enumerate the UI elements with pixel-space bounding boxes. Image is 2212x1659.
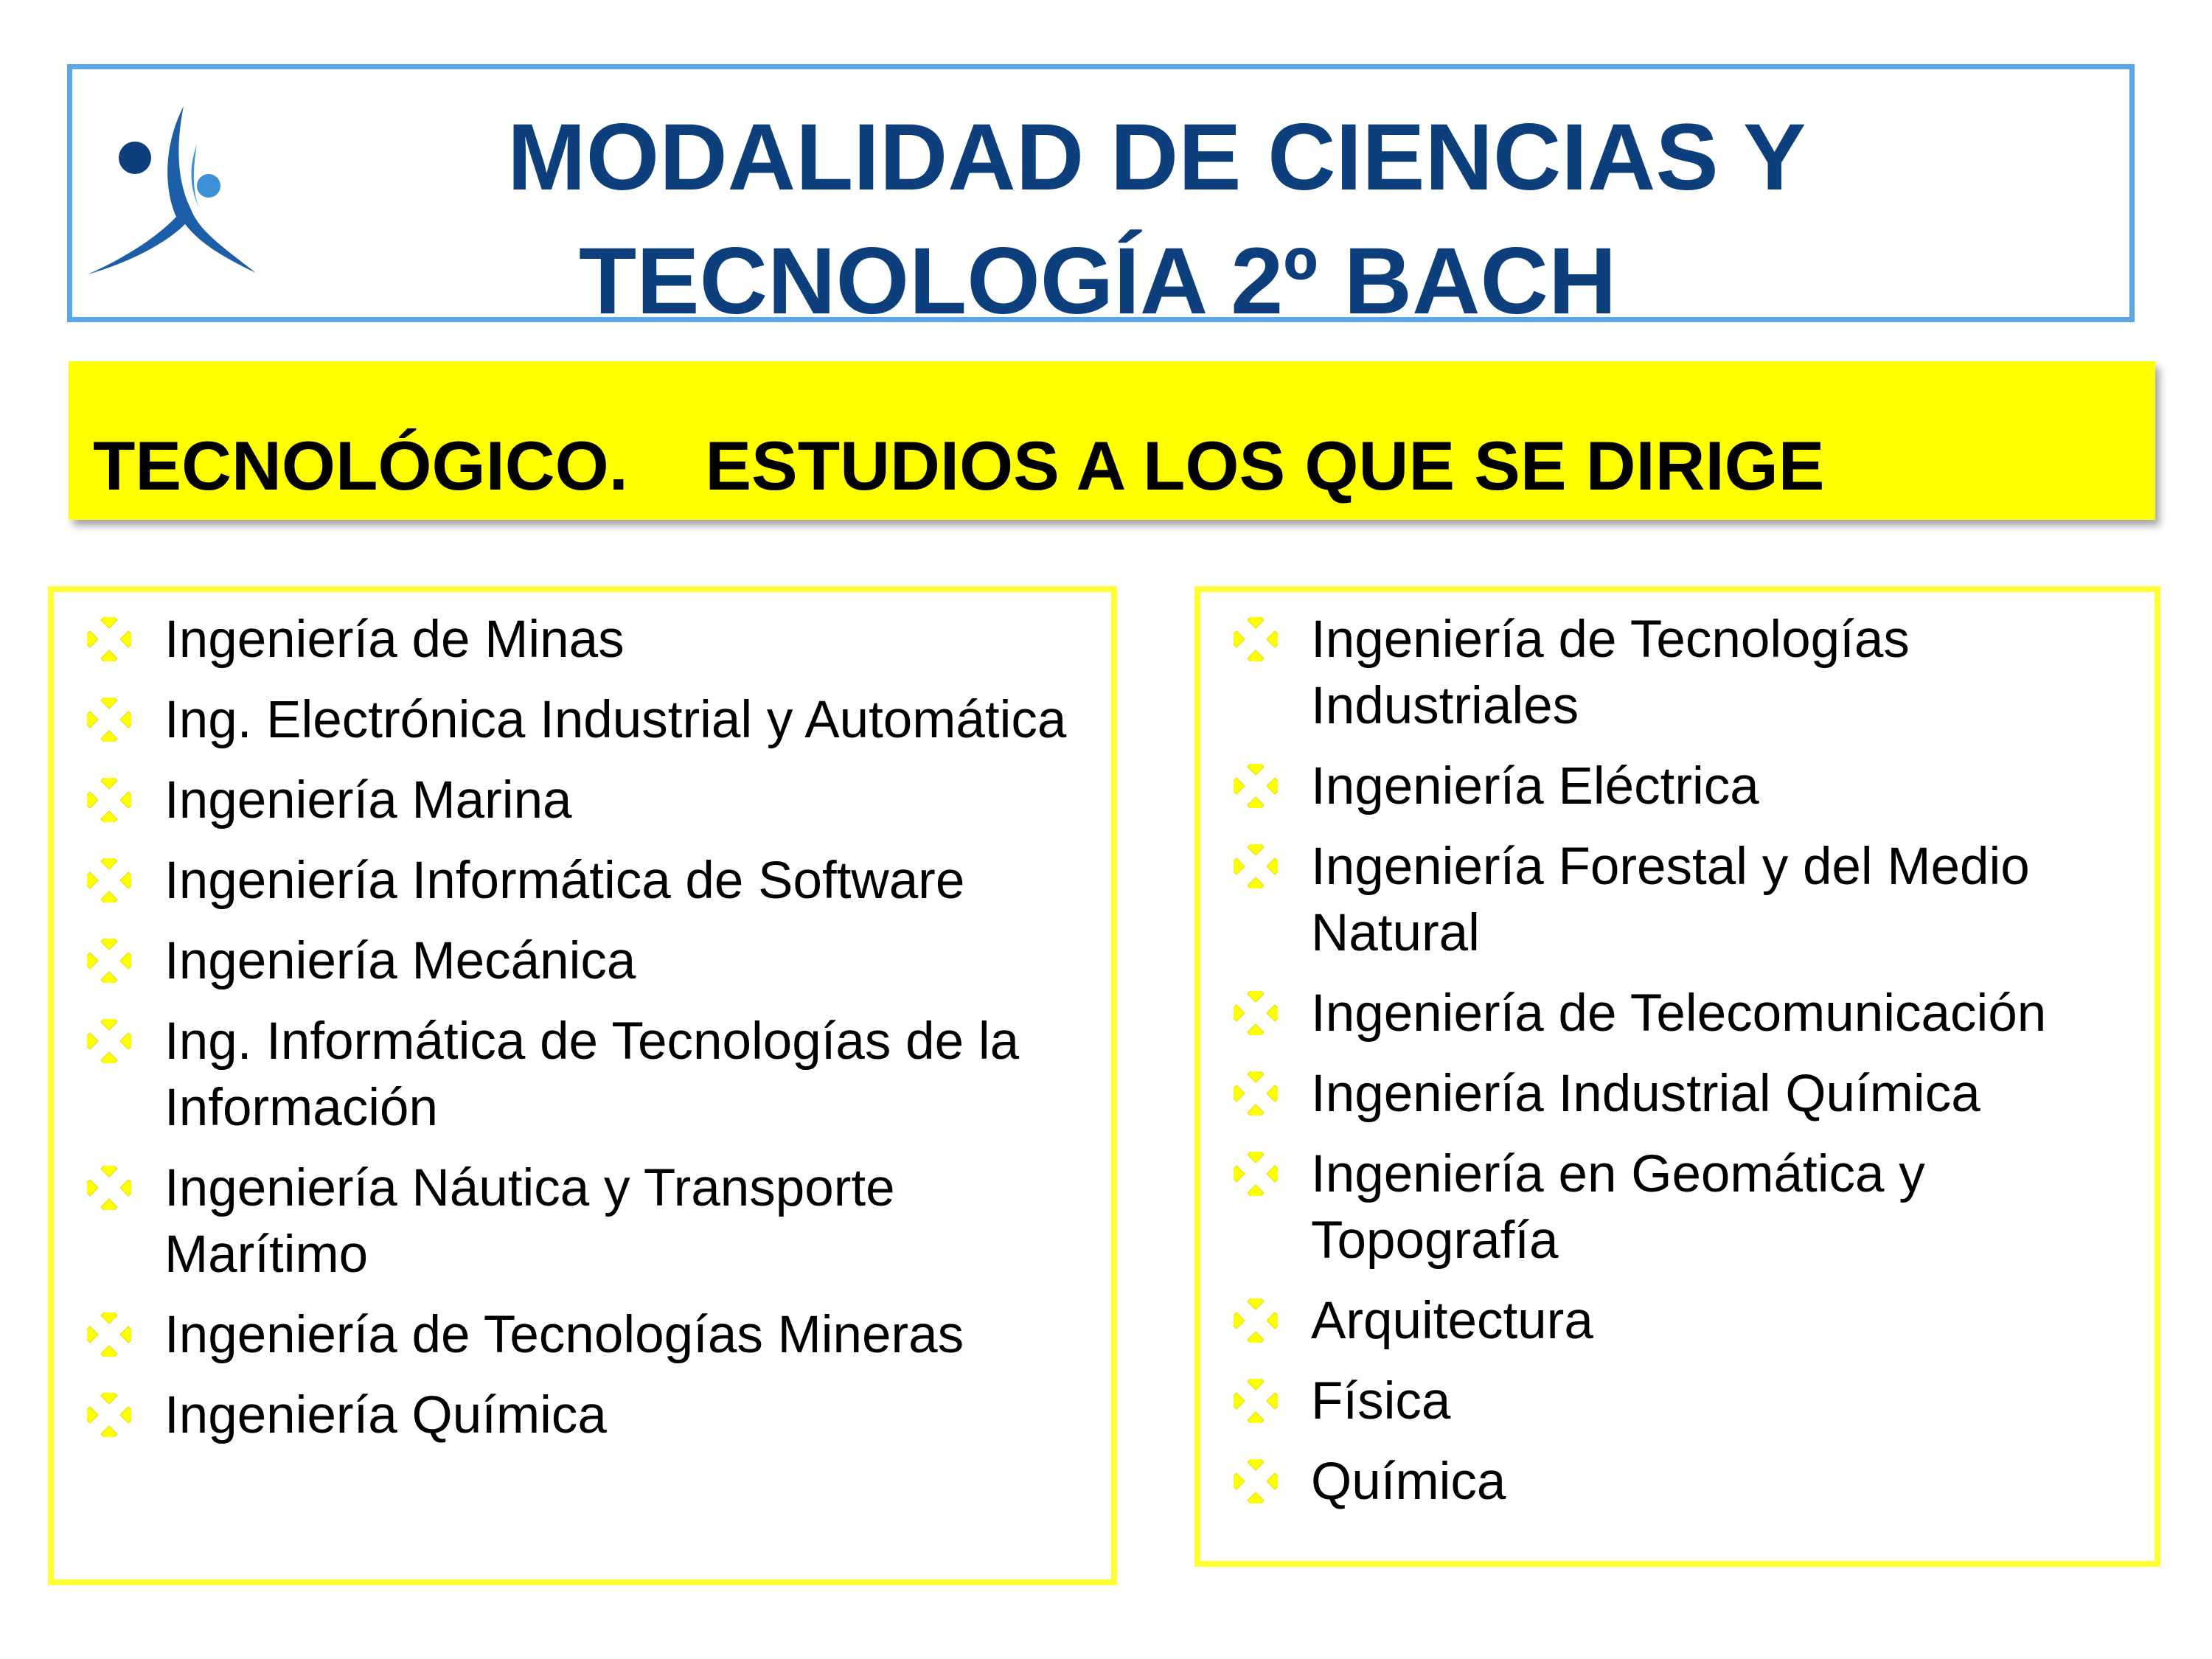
list-item-label: Ingeniería Mecánica: [164, 932, 636, 990]
list-item-label: Ingeniería Química: [164, 1386, 607, 1444]
list-item: [1234, 834, 2155, 967]
list-item: [87, 848, 1112, 914]
list-item: [87, 687, 1112, 754]
studies-list: [87, 607, 1112, 1463]
studies-list-left: [48, 586, 1117, 1585]
list-item-label: Ingeniería Industrial Química: [1311, 1065, 1980, 1123]
list-item: [1234, 607, 2155, 740]
list-item: [87, 1302, 1112, 1368]
studies-list: [1234, 607, 2155, 1529]
list-item: [87, 1382, 1112, 1449]
diamond-bullet-icon: [1234, 1459, 1278, 1503]
list-item: [87, 1009, 1112, 1141]
figure-logo-icon: [82, 99, 259, 283]
diamond-bullet-icon: [1234, 991, 1278, 1035]
list-item-label: Ing. Electrónica Industrial y Automática: [164, 691, 1067, 749]
diamond-bullet-icon: [87, 778, 131, 822]
diamond-bullet-icon: [87, 698, 131, 742]
diamond-bullet-icon: [87, 1166, 131, 1210]
list-item-label: Ingeniería Náutica y Transporte Marítimo: [164, 1159, 895, 1284]
list-item: [1234, 1288, 2155, 1354]
diamond-bullet-icon: [87, 1019, 131, 1063]
list-item-label: Ingeniería de Tecnologías Mineras: [164, 1306, 964, 1364]
diamond-bullet-icon: [1234, 617, 1278, 661]
diamond-bullet-icon: [1234, 1298, 1278, 1343]
list-item-label: Ingeniería Forestal y del Medio Natural: [1311, 838, 2030, 962]
list-item: [1234, 981, 2155, 1047]
list-item-label: Ingeniería Marina: [164, 771, 572, 830]
list-item: [87, 768, 1112, 834]
list-item: [1234, 1449, 2155, 1515]
list-item: [87, 607, 1112, 673]
page-title-line-2: TECNOLOGÍA 2º BACH: [579, 229, 1617, 334]
list-item-label: Ingeniería en Geomática y Topografía: [1311, 1145, 1925, 1270]
diamond-bullet-icon: [87, 617, 131, 661]
list-item: [1234, 1141, 2155, 1274]
diamond-bullet-icon: [87, 1312, 131, 1357]
list-item-label: Ingeniería de Minas: [164, 611, 625, 669]
list-item-label: Ing. Informática de Tecnologías de la Información: [164, 1012, 1020, 1137]
studies-list-right: [1194, 586, 2160, 1567]
list-item: [87, 928, 1112, 995]
diamond-bullet-icon: [87, 1393, 131, 1437]
list-item: [1234, 1061, 2155, 1127]
list-item-label: Ingeniería de Telecomunicación: [1311, 984, 2047, 1043]
diamond-bullet-icon: [87, 858, 131, 902]
list-item-label: Ingeniería Eléctrica: [1311, 757, 1759, 815]
list-item: [87, 1155, 1112, 1288]
diamond-bullet-icon: [1234, 1152, 1278, 1196]
list-item-label: Química: [1311, 1453, 1506, 1511]
list-item-label: Ingeniería de Tecnologías Industriales: [1311, 611, 1910, 735]
diamond-bullet-icon: [1234, 844, 1278, 888]
list-item: [1234, 754, 2155, 820]
page-title-line-1: MODALIDAD DE CIENCIAS Y: [507, 105, 1806, 210]
diamond-bullet-icon: [87, 939, 131, 983]
list-item-label: Ingeniería Informática de Software: [164, 852, 965, 910]
list-item: [1234, 1368, 2155, 1435]
list-item-label: Arquitectura: [1311, 1292, 1593, 1350]
section-heading: TECNOLÓGICO. ESTUDIOS A LOS QUE SE DIRIGE: [93, 427, 1825, 504]
list-item-label: Física: [1311, 1372, 1451, 1430]
diamond-bullet-icon: [1234, 1071, 1278, 1116]
diamond-bullet-icon: [1234, 1379, 1278, 1423]
diamond-bullet-icon: [1234, 764, 1278, 808]
